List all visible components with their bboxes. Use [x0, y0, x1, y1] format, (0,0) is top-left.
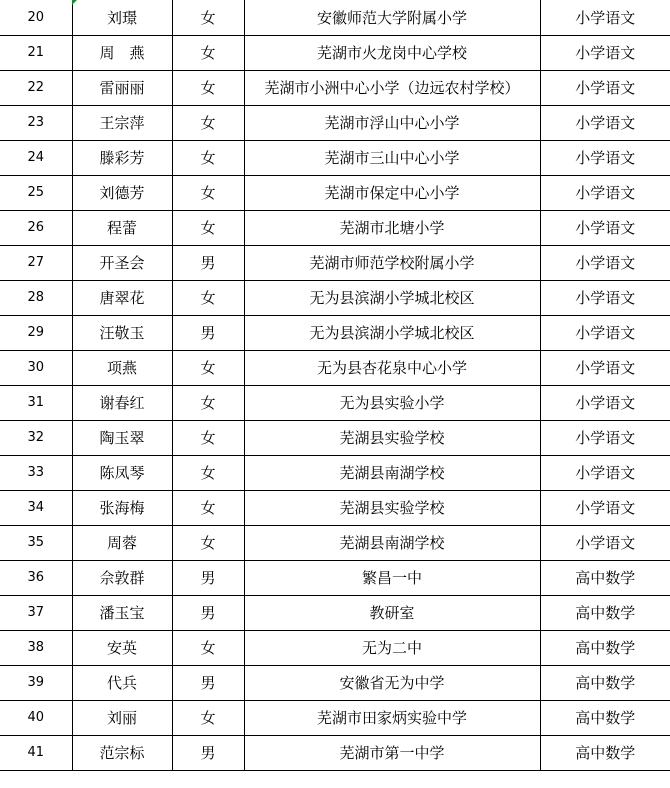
cell-subject[interactable]: 高中数学: [540, 665, 670, 700]
table-row: [0, 245, 670, 280]
cell-number[interactable]: 38: [0, 630, 72, 665]
cell-number[interactable]: 23: [0, 105, 72, 140]
cell-school[interactable]: 无为县滨湖小学城北校区: [244, 315, 540, 350]
cell-name[interactable]: 刘璟: [72, 0, 172, 35]
table-row: [0, 70, 670, 105]
cell-subject[interactable]: 小学语文: [540, 490, 670, 525]
cell-gender[interactable]: 女: [172, 70, 244, 105]
cell-school[interactable]: 无为县实验小学: [244, 385, 540, 420]
cell-school[interactable]: 繁昌一中: [244, 560, 540, 595]
cell-name[interactable]: 滕彩芳: [72, 140, 172, 175]
cell-gender[interactable]: 男: [172, 245, 244, 280]
cell-subject[interactable]: 小学语文: [540, 210, 670, 245]
table-row: [0, 700, 670, 735]
table-row: [0, 420, 670, 455]
cell-gender[interactable]: 女: [172, 0, 244, 35]
table-row: [0, 455, 670, 490]
table-row: [0, 350, 670, 385]
cell-school[interactable]: 芜湖县实验学校: [244, 490, 540, 525]
cell-gender[interactable]: 女: [172, 175, 244, 210]
cell-school[interactable]: 安徽师范大学附属小学: [244, 0, 540, 35]
table-row: [0, 280, 670, 315]
cell-number[interactable]: 22: [0, 70, 72, 105]
cell-gender[interactable]: 女: [172, 210, 244, 245]
cell-school[interactable]: 芜湖县南湖学校: [244, 455, 540, 490]
cell-name[interactable]: 刘丽: [72, 700, 172, 735]
cell-subject[interactable]: 小学语文: [540, 245, 670, 280]
cell-name[interactable]: 唐翠花: [72, 280, 172, 315]
cell-gender[interactable]: 女: [172, 420, 244, 455]
cell-subject[interactable]: 小学语文: [540, 105, 670, 140]
cell-number[interactable]: 37: [0, 595, 72, 630]
table-row: [0, 105, 670, 140]
cell-gender[interactable]: 女: [172, 700, 244, 735]
cell-gender[interactable]: 女: [172, 35, 244, 70]
cell-school[interactable]: 芜湖县南湖学校: [244, 525, 540, 560]
cell-number[interactable]: 27: [0, 245, 72, 280]
cell-name[interactable]: 佘敦群: [72, 560, 172, 595]
cell-number[interactable]: 20: [0, 0, 72, 35]
cell-name[interactable]: 代兵: [72, 665, 172, 700]
cell-gender[interactable]: 男: [172, 315, 244, 350]
cell-name[interactable]: 安英: [72, 630, 172, 665]
cell-gender[interactable]: 男: [172, 560, 244, 595]
cell-subject[interactable]: 高中数学: [540, 630, 670, 665]
cell-number[interactable]: 29: [0, 315, 72, 350]
cell-school[interactable]: 教研室: [244, 595, 540, 630]
cell-marker-icon: [72, 0, 77, 5]
cell-subject[interactable]: 小学语文: [540, 525, 670, 560]
cell-school[interactable]: 无为县滨湖小学城北校区: [244, 280, 540, 315]
table-row: [0, 315, 670, 350]
cell-name[interactable]: 王宗萍: [72, 105, 172, 140]
cell-school[interactable]: 芜湖市小洲中心小学（边远农村学校）: [244, 70, 540, 105]
cell-subject[interactable]: 小学语文: [540, 140, 670, 175]
cell-gender[interactable]: 女: [172, 630, 244, 665]
cell-number[interactable]: 31: [0, 385, 72, 420]
cell-name[interactable]: 陶玉翠: [72, 420, 172, 455]
cell-subject[interactable]: 小学语文: [540, 315, 670, 350]
table-row: [0, 175, 670, 210]
cell-subject[interactable]: 小学语文: [540, 70, 670, 105]
cell-gender[interactable]: 男: [172, 665, 244, 700]
cell-subject[interactable]: 小学语文: [540, 175, 670, 210]
table-row: [0, 595, 670, 630]
cell-school[interactable]: 芜湖市师范学校附属小学: [244, 245, 540, 280]
cell-gender[interactable]: 女: [172, 455, 244, 490]
cell-school[interactable]: 芜湖县实验学校: [244, 420, 540, 455]
cell-subject[interactable]: 小学语文: [540, 385, 670, 420]
cell-subject[interactable]: 小学语文: [540, 455, 670, 490]
cell-name[interactable]: 雷丽丽: [72, 70, 172, 105]
table-row: [0, 735, 670, 770]
cell-name[interactable]: 谢春红: [72, 385, 172, 420]
cell-gender[interactable]: 女: [172, 385, 244, 420]
cell-school[interactable]: 芜湖市浮山中心小学: [244, 105, 540, 140]
cell-number[interactable]: 24: [0, 140, 72, 175]
cell-gender[interactable]: 女: [172, 525, 244, 560]
cell-subject[interactable]: 小学语文: [540, 350, 670, 385]
cell-number[interactable]: 26: [0, 210, 72, 245]
cell-number[interactable]: 28: [0, 280, 72, 315]
cell-number[interactable]: 32: [0, 420, 72, 455]
table-row: [0, 0, 670, 35]
cell-school[interactable]: 芜湖市三山中心小学: [244, 140, 540, 175]
cell-name[interactable]: 潘玉宝: [72, 595, 172, 630]
cell-name[interactable]: 范宗标: [72, 735, 172, 770]
cell-subject[interactable]: 高中数学: [540, 595, 670, 630]
cell-number[interactable]: 40: [0, 700, 72, 735]
cell-number[interactable]: 39: [0, 665, 72, 700]
cell-school[interactable]: 无为二中: [244, 630, 540, 665]
cell-subject[interactable]: 小学语文: [540, 35, 670, 70]
cell-name[interactable]: 周蓉: [72, 525, 172, 560]
cell-subject[interactable]: 小学语文: [540, 280, 670, 315]
table-row: [0, 35, 670, 70]
cell-number[interactable]: 33: [0, 455, 72, 490]
cell-school[interactable]: 无为县杏花泉中心小学: [244, 350, 540, 385]
table-row: [0, 560, 670, 595]
cell-name[interactable]: 汪敬玉: [72, 315, 172, 350]
cell-name[interactable]: 项燕: [72, 350, 172, 385]
table-row: [0, 630, 670, 665]
cell-school[interactable]: 安徽省无为中学: [244, 665, 540, 700]
cell-name[interactable]: 周 燕: [72, 35, 172, 70]
cell-gender[interactable]: 男: [172, 595, 244, 630]
cell-gender[interactable]: 女: [172, 280, 244, 315]
cell-name[interactable]: 开圣会: [72, 245, 172, 280]
cell-name[interactable]: 陈凤琴: [72, 455, 172, 490]
cell-subject[interactable]: 高中数学: [540, 560, 670, 595]
cell-number[interactable]: 41: [0, 735, 72, 770]
table-row: [0, 525, 670, 560]
cell-subject[interactable]: 高中数学: [540, 700, 670, 735]
cell-school[interactable]: 芜湖市田家炳实验中学: [244, 700, 540, 735]
table-row: [0, 210, 670, 245]
cell-gender[interactable]: 女: [172, 490, 244, 525]
cell-number[interactable]: 30: [0, 350, 72, 385]
table-row: [0, 385, 670, 420]
table-row: [0, 490, 670, 525]
cell-gender[interactable]: 女: [172, 105, 244, 140]
cell-number[interactable]: 35: [0, 525, 72, 560]
cell-school[interactable]: 芜湖市北塘小学: [244, 210, 540, 245]
cell-name[interactable]: 张海梅: [72, 490, 172, 525]
cell-school[interactable]: 芜湖市第一中学: [244, 735, 540, 770]
cell-school[interactable]: 芜湖市火龙岗中心学校: [244, 35, 540, 70]
cell-subject[interactable]: 小学语文: [540, 0, 670, 35]
cell-subject[interactable]: 高中数学: [540, 735, 670, 770]
cell-gender[interactable]: 女: [172, 350, 244, 385]
cell-gender[interactable]: 女: [172, 140, 244, 175]
cell-number[interactable]: 36: [0, 560, 72, 595]
cell-number[interactable]: 25: [0, 175, 72, 210]
table-row: [0, 140, 670, 175]
cell-number[interactable]: 21: [0, 35, 72, 70]
cell-gender[interactable]: 男: [172, 735, 244, 770]
cell-name[interactable]: 刘德芳: [72, 175, 172, 210]
cell-school[interactable]: 芜湖市保定中心小学: [244, 175, 540, 210]
cell-name[interactable]: 程蕾: [72, 210, 172, 245]
cell-subject[interactable]: 小学语文: [540, 420, 670, 455]
table-row: [0, 665, 670, 700]
cell-number[interactable]: 34: [0, 490, 72, 525]
